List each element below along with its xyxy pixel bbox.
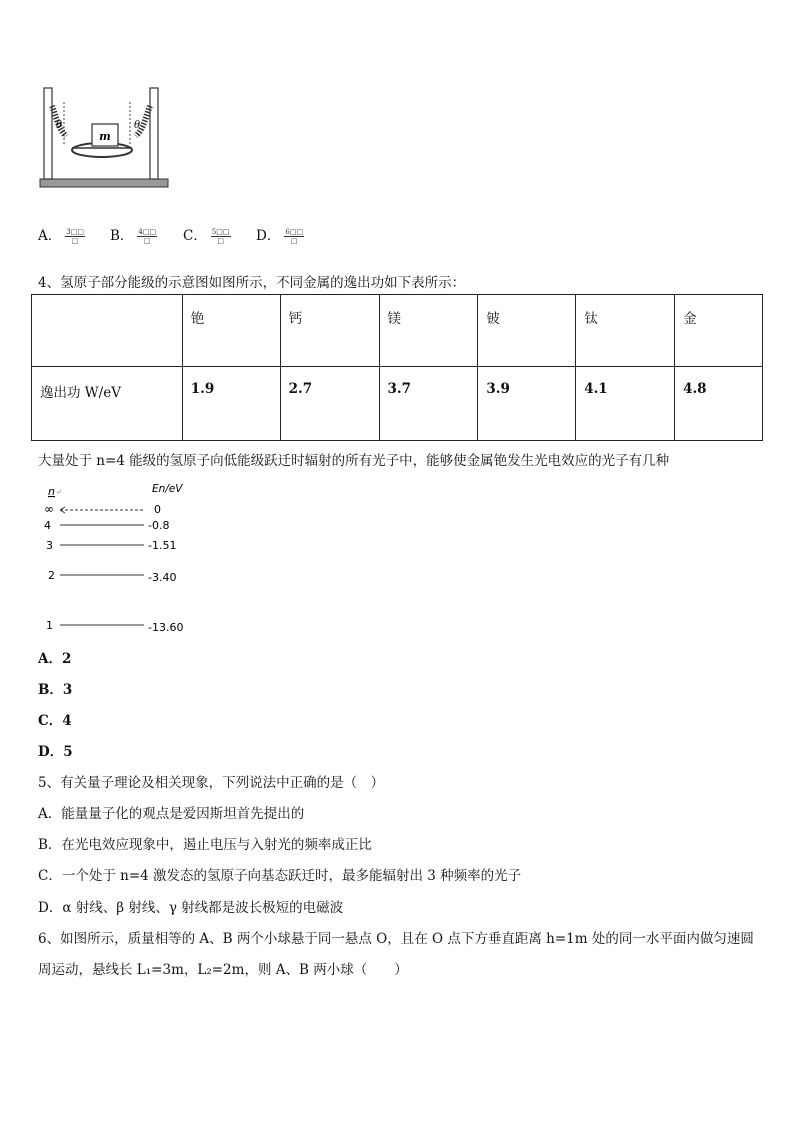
q4-option-c[interactable]: C．4 [38,713,72,729]
value-titanium: 4.1 [576,367,675,441]
table-corner-cell [32,295,183,367]
metal-titanium: 钛 [576,295,675,367]
level-n-4: 4 [44,519,51,532]
table-header-row [32,295,763,367]
level-e-2: -3.40 [148,571,177,584]
value-beryllium: 3.9 [478,367,576,441]
fraction: $\frac{6□□}{□}$ [285,228,304,245]
metal-magnesium: 镁 [379,295,478,367]
metal-beryllium: 铍 [478,295,576,367]
work-function-table [31,294,763,441]
level-e-4: -0.8 [148,519,170,532]
mass-label: m [99,130,111,143]
q3-option-a[interactable]: A． $\frac{3□□}{□}$ [38,228,84,245]
svg-text:↵: ↵ [56,488,62,496]
q3-option-b[interactable]: B． $\frac{4□□}{□}$ [110,228,157,245]
q3-option-c[interactable]: C． $\frac{5□□}{□}$ [183,228,230,245]
level-n-1: 1 [46,619,53,632]
fraction: $\frac{4□□}{□}$ [138,228,157,245]
q5-option-d[interactable]: D．α 射线、β 射线、γ 射线都是波长极短的电磁波 [38,900,344,916]
right-wall [150,88,158,179]
spring-figure [36,84,172,192]
q5-option-a[interactable]: A．能量量子化的观点是爱因斯坦首先提出的 [38,806,305,822]
q5-option-b[interactable]: B．在光电效应现象中，遏止电压与入射光的频率成正比 [38,837,372,853]
q4-question: 大量处于 n=4 能级的氢原子向低能级跃迁时辐射的所有光子中，能够使金属铯发生光电效应的光子有几种 [38,453,670,469]
level-n-inf: ∞ [44,502,54,516]
value-magnesium: 3.7 [379,367,478,441]
metal-calcium: 钙 [280,295,379,367]
value-gold: 4.8 [675,367,763,441]
q6-line-1: 6、如图所示，质量相等的 A、B 两个小球悬于同一悬点 O，且在 O 点下方垂直距离 h=1m 处的同一水平面内做匀速圆 [38,931,754,947]
q5-stem: 5、有关量子理论及相关现象，下列说法中正确的是（ ） [38,775,385,791]
row-label: 逸出功 W/eV [32,367,183,441]
q4-option-d[interactable]: D．5 [38,744,73,760]
left-wall [44,88,52,179]
angle-right-label: θ [134,120,141,131]
table-row [32,367,763,441]
q5-option-c[interactable]: C．一个处于 n=4 激发态的氢原子向基态跃迁时，最多能辐射出 3 种频率的光子 [38,868,522,884]
q4-option-b[interactable]: B．3 [38,682,73,698]
q6-line-2: 周运动，悬线长 L₁=3m，L₂=2m，则 A、B 两小球（ ） [38,962,408,978]
fraction: $\frac{5□□}{□}$ [211,228,230,245]
angle-left-label: θ [56,120,63,131]
metal-gold: 金 [675,295,763,367]
fraction: $\frac{3□□}{□}$ [66,228,84,245]
level-e-inf: 0 [154,503,161,516]
q3-option-d[interactable]: D． $\frac{6□□}{□}$ [256,228,304,245]
value-calcium: 2.7 [280,367,379,441]
value-cesium: 1.9 [182,367,280,441]
q4-stem: 4、氢原子部分能级的示意图如图所示，不同金属的逸出功如下表所示： [38,275,466,291]
metal-cesium: 铯 [182,295,280,367]
level-e-3: -1.51 [148,539,177,552]
level-n-2: 2 [48,569,55,582]
level-n-3: 3 [46,539,53,552]
e-axis-label: En/eV [152,483,183,495]
n-axis-label: n [48,485,55,498]
q4-option-a[interactable]: A．2 [38,651,72,667]
level-e-1: -13.60 [148,621,184,634]
energy-level-diagram [38,480,208,640]
base-plate [40,179,168,187]
